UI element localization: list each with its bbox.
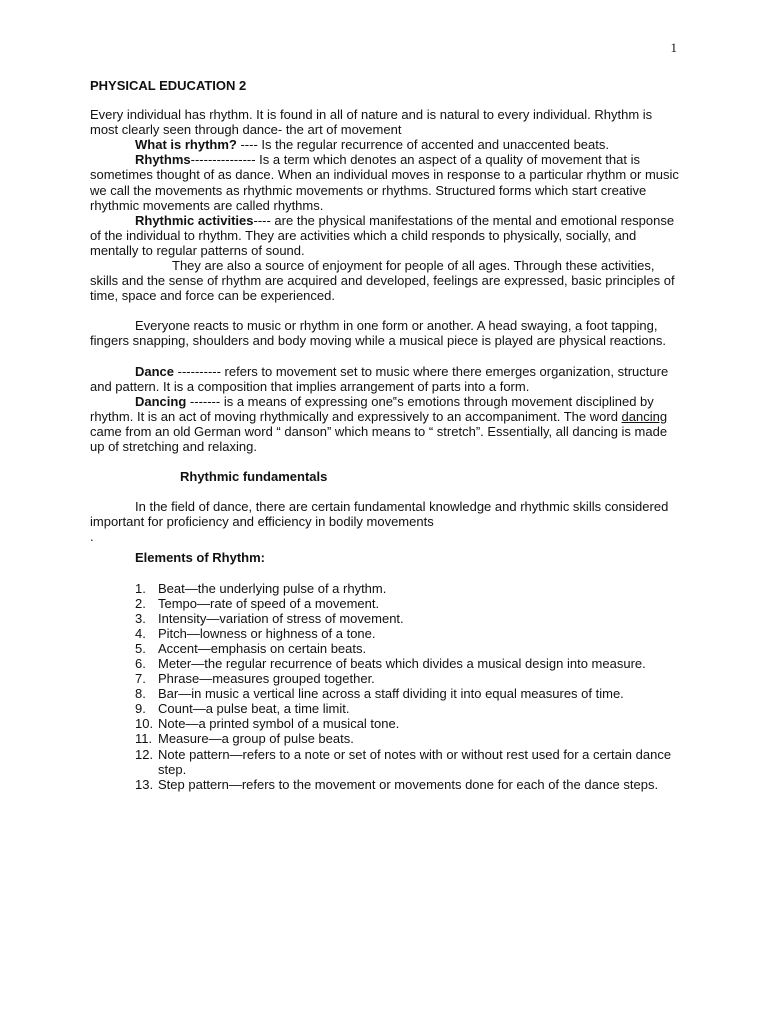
rhythms-term: Rhythms — [135, 152, 191, 168]
list-item-number: 4. — [135, 625, 146, 641]
dancing-definition-start: ------- is a means of expressing one‟s emotions through movement disciplined by rhythm. It is an act of moving rhythmically and expressively to an accompaniment. The word — [90, 393, 654, 424]
list-item — [135, 581, 680, 596]
list-item-text: Accent—emphasis on certain beats. — [158, 640, 367, 656]
list-item-number: 10. — [135, 716, 154, 732]
elements-of-rhythm-heading: Elements of Rhythm: — [135, 550, 266, 566]
dancing-definition-end: came from an old German word “ danson” which means to “ stretch”. Essentially, all dancing is made up of stretching and relaxing. — [90, 423, 668, 454]
dancing-underlined-word: dancing — [621, 408, 668, 424]
dancing-term: Dancing — [135, 393, 187, 409]
what-is-rhythm-definition: ---- Is the regular recurrence of accented and unaccented beats. — [236, 137, 609, 153]
document-body — [90, 78, 680, 792]
list-item-number: 2. — [135, 595, 146, 611]
list-item-number: 7. — [135, 671, 146, 687]
dance-term: Dance — [135, 363, 175, 379]
list-item — [135, 611, 680, 626]
list-item — [135, 656, 680, 671]
list-item — [135, 747, 680, 777]
list-item-text: Intensity—variation of stress of movement. — [158, 610, 404, 626]
rhythmic-activities-paragraph — [90, 213, 680, 258]
list-item-number: 12. — [135, 746, 154, 762]
reactions-paragraph: Everyone reacts to music or rhythm in one form or another. A head swaying, a foot tapping, fingers snapping, shoulders and body moving while a musical piece is played are physical reactions. — [90, 318, 666, 349]
list-item-text: Count—a pulse beat, a time limit. — [158, 701, 350, 717]
rhythms-definition: --------------- Is a term which denotes an aspect of a quality of movement that is sometimes thought of as dance. When an individual moves in response to a particular rhythm or music we call the movements as rhythmic movements or rhythms. Structured forms which start creative rhythmic movements are called rhythms. — [90, 152, 679, 213]
list-item-number: 6. — [135, 656, 146, 671]
list-item — [135, 641, 680, 656]
rhythmic-activities-definition: ---- are the physical manifestations of the mental and emotional response of the individual to rhythm. They are activities which a child responds to physically, socially, and mentally to regular patterns of sound. — [90, 212, 675, 258]
rhythmic-activities-term: Rhythmic activities — [135, 212, 254, 228]
list-item — [135, 777, 680, 792]
list-item-number: 3. — [135, 610, 146, 626]
list-item-number: 9. — [135, 701, 146, 717]
list-item-text: Note—a printed symbol of a musical tone. — [158, 716, 400, 732]
page-title: PHYSICAL EDUCATION 2 — [90, 78, 247, 93]
fundamentals-paragraph: In the field of dance, there are certain fundamental knowledge and rhythmic skills considered important for proficiency and efficiency in bodily movements — [90, 499, 669, 530]
page-number: 1 — [670, 40, 677, 55]
stray-period: . — [90, 529, 94, 545]
list-item-text: Phrase—measures grouped together. — [158, 671, 375, 687]
list-item — [135, 686, 680, 701]
enjoyment-paragraph: They are also a source of enjoyment for people of all ages. Through these activities, skills and the sense of rhythm are acquired and developed, feelings are expressed, basic principles of time, space and force can be experienced. — [90, 258, 675, 304]
list-item — [135, 731, 680, 746]
list-item-number: 11. — [135, 731, 153, 747]
elements-list — [135, 581, 680, 792]
list-item — [135, 701, 680, 716]
list-item-number: 8. — [135, 686, 146, 702]
list-item — [135, 671, 680, 686]
list-item-text: Step pattern—refers to the movement or movements done for each of the dance steps. — [158, 776, 659, 792]
what-is-rhythm-paragraph — [90, 137, 680, 152]
list-item-text: Measure—a group of pulse beats. — [158, 731, 354, 747]
list-item-number: 5. — [135, 640, 146, 656]
list-item — [135, 716, 680, 731]
list-item-text: Pitch—lowness or highness of a tone. — [158, 625, 376, 641]
rhythms-paragraph — [90, 152, 680, 212]
list-item-text: Beat—the underlying pulse of a rhythm. — [158, 580, 387, 596]
list-item-text: Tempo—rate of speed of a movement. — [158, 595, 380, 611]
rhythmic-fundamentals-heading: Rhythmic fundamentals — [180, 469, 328, 485]
list-item-text: Note pattern—refers to a note or set of notes with or without rest used for a certain dance step. — [158, 746, 672, 777]
list-item-number: 1. — [135, 580, 146, 596]
list-item-text: Bar—in music a vertical line across a staff dividing it into equal measures of time. — [158, 686, 624, 702]
dancing-paragraph — [90, 394, 680, 454]
dance-paragraph — [90, 364, 680, 394]
intro-paragraph: Every individual has rhythm. It is found in all of nature and is natural to every individual. Rhythm is most clearly seen through dance- the art of movement — [90, 107, 653, 138]
what-is-rhythm-term: What is rhythm? — [135, 137, 237, 153]
dance-definition: ---------- refers to movement set to music where there emerges organization, structure and pattern. It is a composition that implies arrangement of parts into a form. — [90, 363, 669, 394]
list-item — [135, 596, 680, 611]
list-item-number: 13. — [135, 776, 154, 792]
list-item-text: Meter—the regular recurrence of beats which divides a musical design into measure. — [158, 656, 646, 671]
list-item — [135, 626, 680, 641]
